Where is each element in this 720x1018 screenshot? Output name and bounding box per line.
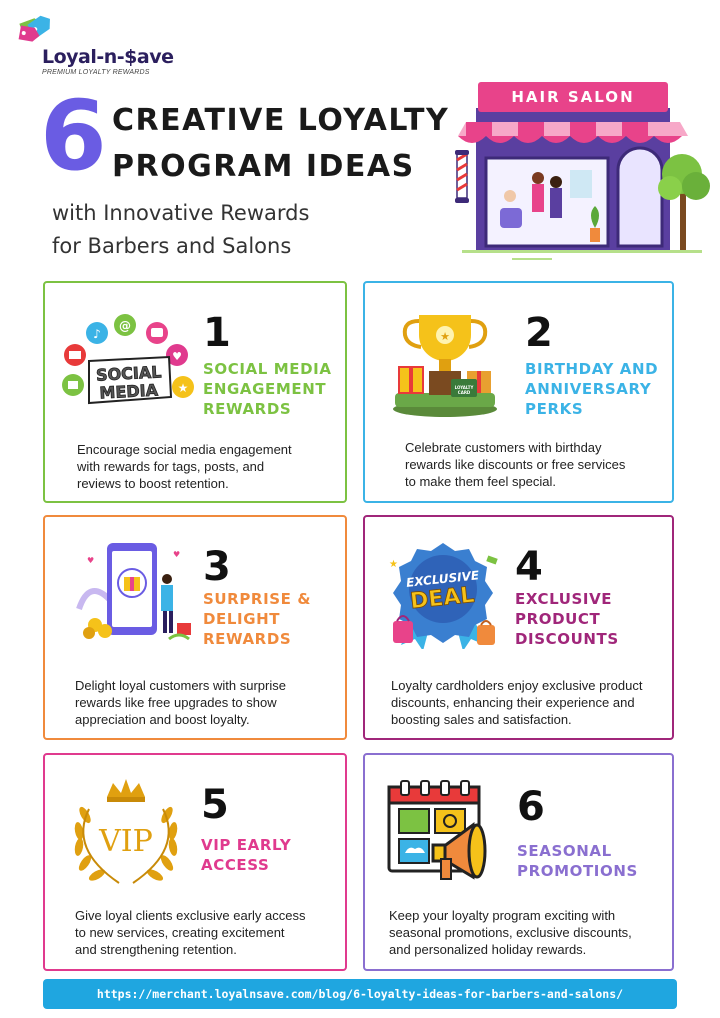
card-title: SOCIAL MEDIA ENGAGEMENT REWARDS xyxy=(203,360,332,418)
card-title: SEASONAL PROMOTIONS xyxy=(517,842,638,880)
card-title: EXCLUSIVE PRODUCT DISCOUNTS xyxy=(515,590,619,648)
salon-sign xyxy=(478,82,668,112)
svg-text:♥: ♥ xyxy=(173,550,181,559)
card-number: 6 xyxy=(517,784,545,830)
page-title-line-1: CREATIVE LOYALTY xyxy=(112,103,450,138)
phone-gift-icon xyxy=(69,539,197,643)
blog-url-link[interactable]: https://merchant.loyalnsave.com/blog/6-loyalty-ideas-for-barbers-and-salons/ xyxy=(96,987,624,1001)
brand-tagline: PREMIUM LOYALTY REWARDS xyxy=(42,69,150,76)
idea-card-5 xyxy=(43,753,347,971)
seasonal-calendar-illustration xyxy=(385,779,497,891)
salon-sign-text: HAIR SALON xyxy=(511,88,635,106)
card-number: 4 xyxy=(515,544,543,590)
svg-text:♪: ♪ xyxy=(93,327,101,341)
svg-text:@: @ xyxy=(119,319,131,333)
svg-text:MEDIA: MEDIA xyxy=(99,380,159,403)
svg-text:♥: ♥ xyxy=(172,350,182,363)
brand-logo xyxy=(14,12,214,74)
calendar-megaphone-icon xyxy=(385,779,497,891)
svg-text:★: ★ xyxy=(389,559,398,570)
card-description: Give loyal clients exclusive early access to new services, creating excitement and strengthening retention. xyxy=(75,908,306,957)
page-title-line-2: PROGRAM IDEAS xyxy=(112,149,415,184)
svg-text:SOCIAL: SOCIAL xyxy=(95,362,162,385)
vip-laurel-illustration xyxy=(67,775,185,889)
card-description: Encourage social media engagement with rewards for tags, posts, and reviews to boost retention. xyxy=(77,442,292,491)
idea-card-4 xyxy=(363,515,674,740)
headline-number: 6 xyxy=(40,80,107,192)
svg-text:★: ★ xyxy=(177,381,189,395)
card-description: Loyalty cardholders enjoy exclusive product discounts, enhancing their experience and boosting sales and satisfaction. xyxy=(391,678,643,727)
page-subtitle-line-1: with Innovative Rewards xyxy=(52,201,310,225)
svg-text:EXCLUSIVE: EXCLUSIVE xyxy=(405,568,480,590)
idea-card-2 xyxy=(363,281,674,503)
brand-name: Loyal-n-$ave xyxy=(42,46,174,68)
hair-salon-illustration xyxy=(452,78,712,263)
svg-text:VIP: VIP xyxy=(99,824,153,859)
exclusive-deal-illustration xyxy=(383,537,503,649)
trophy-gifts-illustration xyxy=(389,309,501,419)
blog-url-banner[interactable] xyxy=(43,979,677,1009)
card-description: Celebrate customers with birthday rewards like discounts or free services to make them feel special. xyxy=(405,440,626,489)
card-description: Delight loyal customers with surprise rewards like free upgrades to show appreciation and boost loyalty. xyxy=(75,678,286,727)
card-number: 5 xyxy=(201,782,229,828)
svg-text:CARD: CARD xyxy=(457,390,471,395)
social-media-illustration xyxy=(59,311,199,415)
idea-card-1 xyxy=(43,281,347,503)
page-subtitle xyxy=(52,197,412,263)
page-title xyxy=(112,98,462,190)
social-media-icon xyxy=(59,311,199,415)
card-title: VIP EARLY ACCESS xyxy=(201,836,292,874)
card-description: Keep your loyalty program exciting with seasonal promotions, exclusive discounts, and personalized holiday rewards. xyxy=(389,908,632,957)
card-number: 2 xyxy=(525,310,553,356)
svg-text:DEAL: DEAL xyxy=(409,582,476,615)
trophy-icon xyxy=(389,309,501,419)
svg-text:★: ★ xyxy=(440,330,450,343)
page-subtitle-line-2: for Barbers and Salons xyxy=(52,234,292,258)
exclusive-deal-badge-icon xyxy=(383,537,503,649)
card-title: SURPRISE & DELIGHT REWARDS xyxy=(203,590,312,648)
card-number: 1 xyxy=(203,310,231,356)
idea-card-3 xyxy=(43,515,347,740)
card-title: BIRTHDAY AND ANNIVERSARY PERKS xyxy=(525,360,659,418)
surprise-phone-illustration xyxy=(69,539,197,643)
vip-crown-icon xyxy=(67,775,185,889)
svg-text:LOYALTY: LOYALTY xyxy=(454,385,474,390)
svg-text:♥: ♥ xyxy=(87,556,95,565)
idea-card-6 xyxy=(363,753,674,971)
card-number: 3 xyxy=(203,544,231,590)
